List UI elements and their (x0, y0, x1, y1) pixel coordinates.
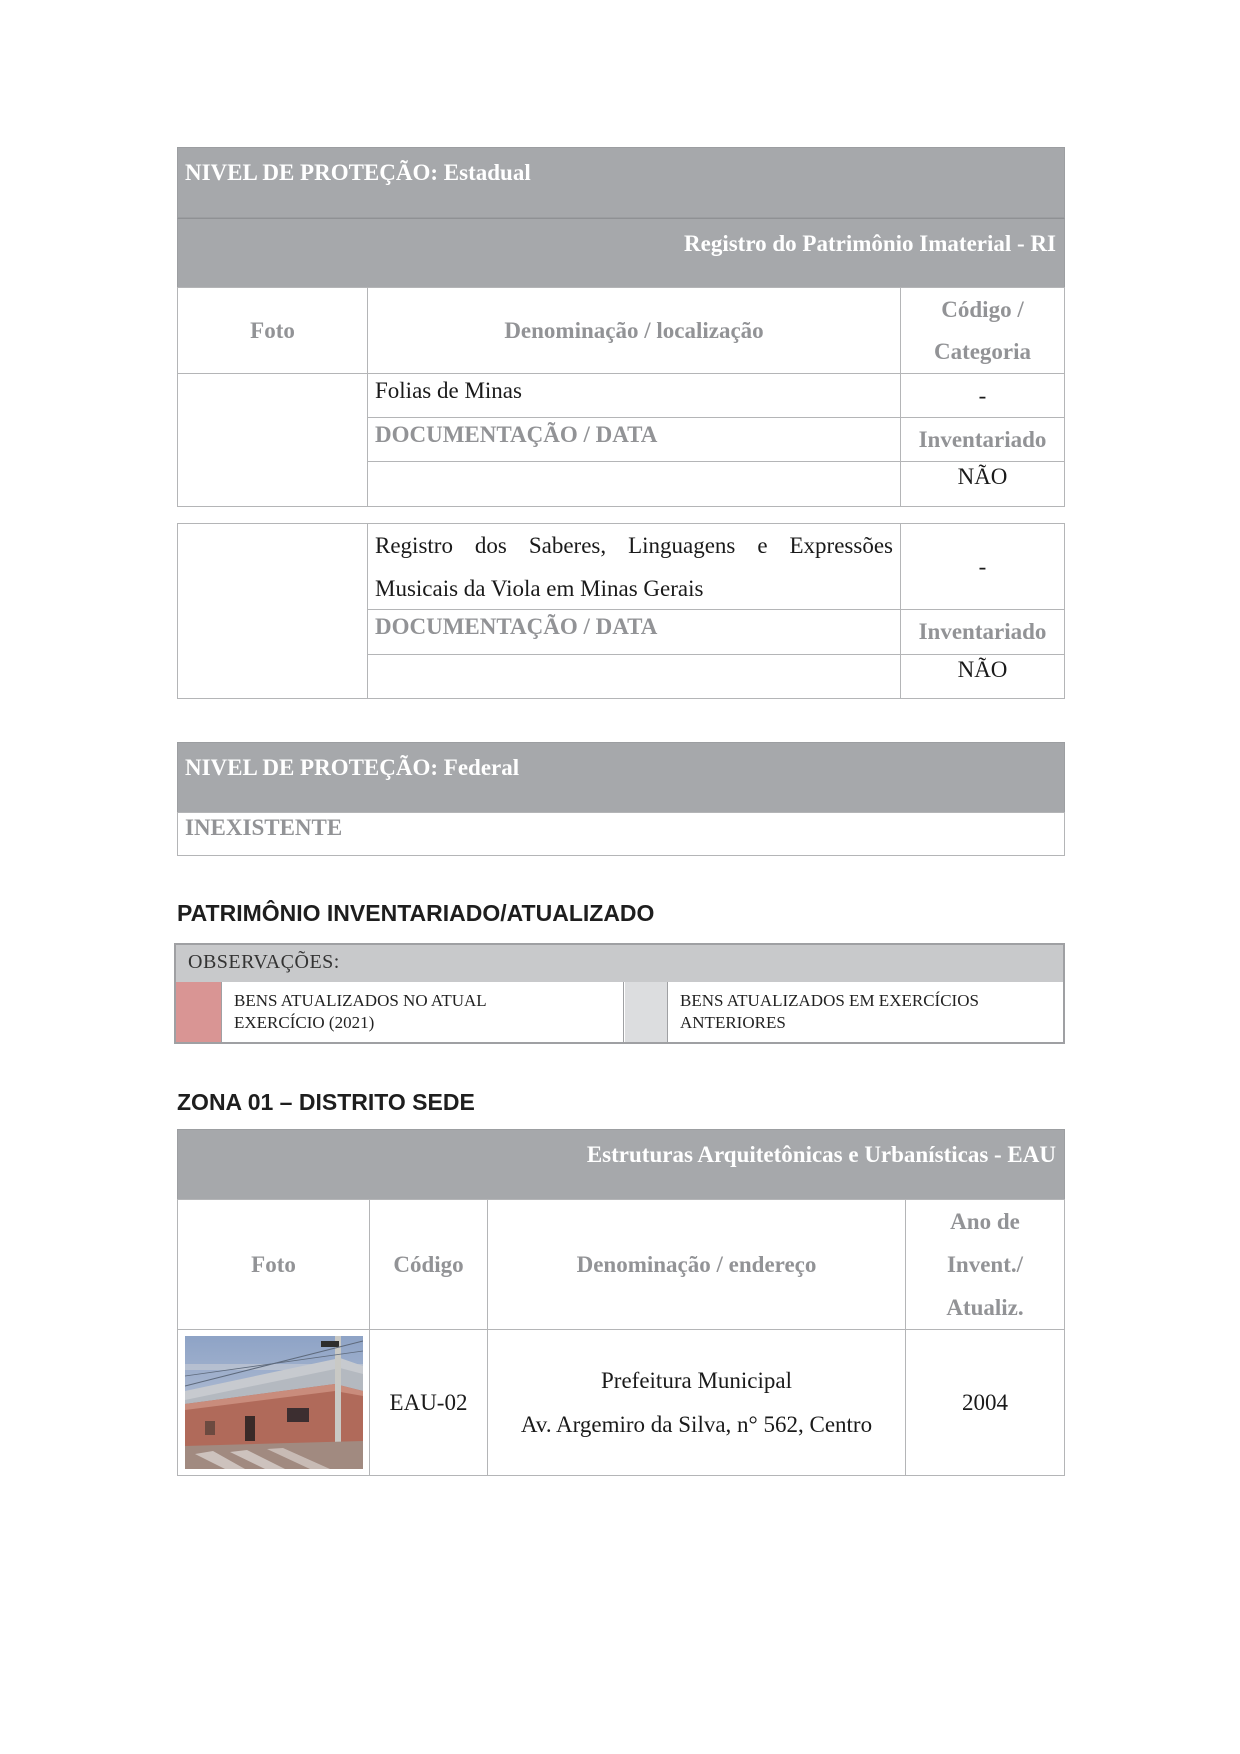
documentation-label: DOCUMENTAÇÃO / DATA (375, 422, 658, 447)
legend-divider (623, 982, 624, 1042)
eau-col-ano-label-1: Ano de (950, 1209, 1020, 1234)
legend-label-current-line-1: BENS ATUALIZADOS NO ATUAL (234, 991, 487, 1010)
building-photo (185, 1336, 363, 1469)
federal-level-title-row (177, 742, 1065, 813)
inventoried-label-cell (900, 609, 1065, 655)
eau-col-codigo-label: Código (393, 1251, 464, 1277)
legend-swatch-current (176, 982, 222, 1042)
documentation-label-cell (367, 609, 901, 655)
legend-swatch-previous (625, 982, 668, 1042)
col-foto-label: Foto (250, 317, 295, 343)
item-code-cell (900, 523, 1065, 610)
level-title-row (177, 147, 1065, 218)
documentation-value-cell (367, 654, 901, 699)
eau-col-denominacao-label: Denominação / endereço (576, 1251, 817, 1277)
inventoried-value-cell (900, 461, 1065, 507)
legend-label-current (234, 990, 614, 1034)
legend-label-previous-line-1: BENS ATUALIZADOS EM EXERCÍCIOS (680, 991, 979, 1010)
zone-heading: ZONA 01 – DISTRITO SEDE (177, 1089, 475, 1115)
eau-year: 2004 (962, 1389, 1008, 1415)
item-code: - (978, 382, 987, 408)
category-title-row (177, 218, 1065, 288)
col-denominacao-label: Denominação / localização (504, 317, 764, 343)
item-name-cell (367, 523, 901, 610)
legend-label-previous-line-2: ANTERIORES (680, 1013, 786, 1032)
federal-status: INEXISTENTE (185, 815, 343, 840)
eau-name: Prefeitura Municipal (601, 1367, 792, 1393)
item-name-line-2: Musicais da Viola em Minas Gerais (375, 575, 704, 601)
eau-col-header-foto (177, 1199, 370, 1330)
eau-col-header-codigo (369, 1199, 488, 1330)
col-header-codigo (900, 287, 1065, 374)
eau-name-cell (487, 1329, 906, 1476)
item-name-line-1: Registro dos Saberes, Linguagens e Expressões (375, 532, 893, 558)
documentation-label-cell (367, 417, 901, 462)
inventoried-value: NÃO (957, 464, 1008, 489)
item-code-cell (900, 373, 1065, 418)
item-photo-cell (177, 523, 368, 699)
item-name: Folias de Minas (375, 378, 522, 403)
inventoried-value-cell (900, 654, 1065, 699)
eau-photo-cell (177, 1329, 370, 1476)
inventoried-value: NÃO (957, 657, 1008, 682)
observations-legend-row (174, 982, 1065, 1044)
eau-category-title-row (177, 1129, 1065, 1200)
inventoried-label-cell (900, 417, 1065, 462)
eau-address: Av. Argemiro da Silva, n° 562, Centro (520, 1411, 873, 1437)
documentation-value-cell (367, 461, 901, 507)
item-photo-cell (177, 373, 368, 507)
eau-category-title: Estruturas Arquitetônicas e Urbanísticas - EAU (586, 1142, 1056, 1167)
eau-year-cell (905, 1329, 1065, 1476)
col-codigo-label-2: Categoria (933, 338, 1032, 364)
item-name-cell (367, 373, 901, 418)
eau-col-header-denominacao (487, 1199, 906, 1330)
eau-col-ano-label-3: Atualiz. (946, 1295, 1024, 1320)
observations-title: OBSERVAÇÕES: (188, 951, 340, 973)
col-codigo-label-1: Código / (941, 296, 1024, 322)
legend-label-current-line-2: EXERCÍCIO (2021) (234, 1013, 375, 1032)
level-title: NIVEL DE PROTEÇÃO: Estadual (185, 160, 531, 185)
col-header-denominacao (367, 287, 901, 374)
federal-level-title: NIVEL DE PROTEÇÃO: Federal (185, 755, 520, 780)
eau-col-header-ano (905, 1199, 1065, 1330)
observations-header (174, 943, 1065, 984)
inventoried-label: Inventariado (918, 426, 1047, 452)
documentation-label: DOCUMENTAÇÃO / DATA (375, 614, 658, 639)
inventory-heading: PATRIMÔNIO INVENTARIADO/ATUALIZADO (177, 900, 655, 926)
category-title: Registro do Patrimônio Imaterial - RI (684, 231, 1056, 256)
federal-status-cell (177, 812, 1065, 856)
eau-col-ano-label-2: Invent./ (946, 1252, 1024, 1277)
eau-code-cell (369, 1329, 488, 1476)
inventoried-label: Inventariado (918, 619, 1047, 644)
col-header-foto (177, 287, 368, 374)
item-code: - (978, 553, 987, 579)
legend-label-previous (680, 990, 1060, 1034)
eau-col-foto-label: Foto (251, 1251, 296, 1277)
eau-code: EAU-02 (389, 1389, 468, 1415)
